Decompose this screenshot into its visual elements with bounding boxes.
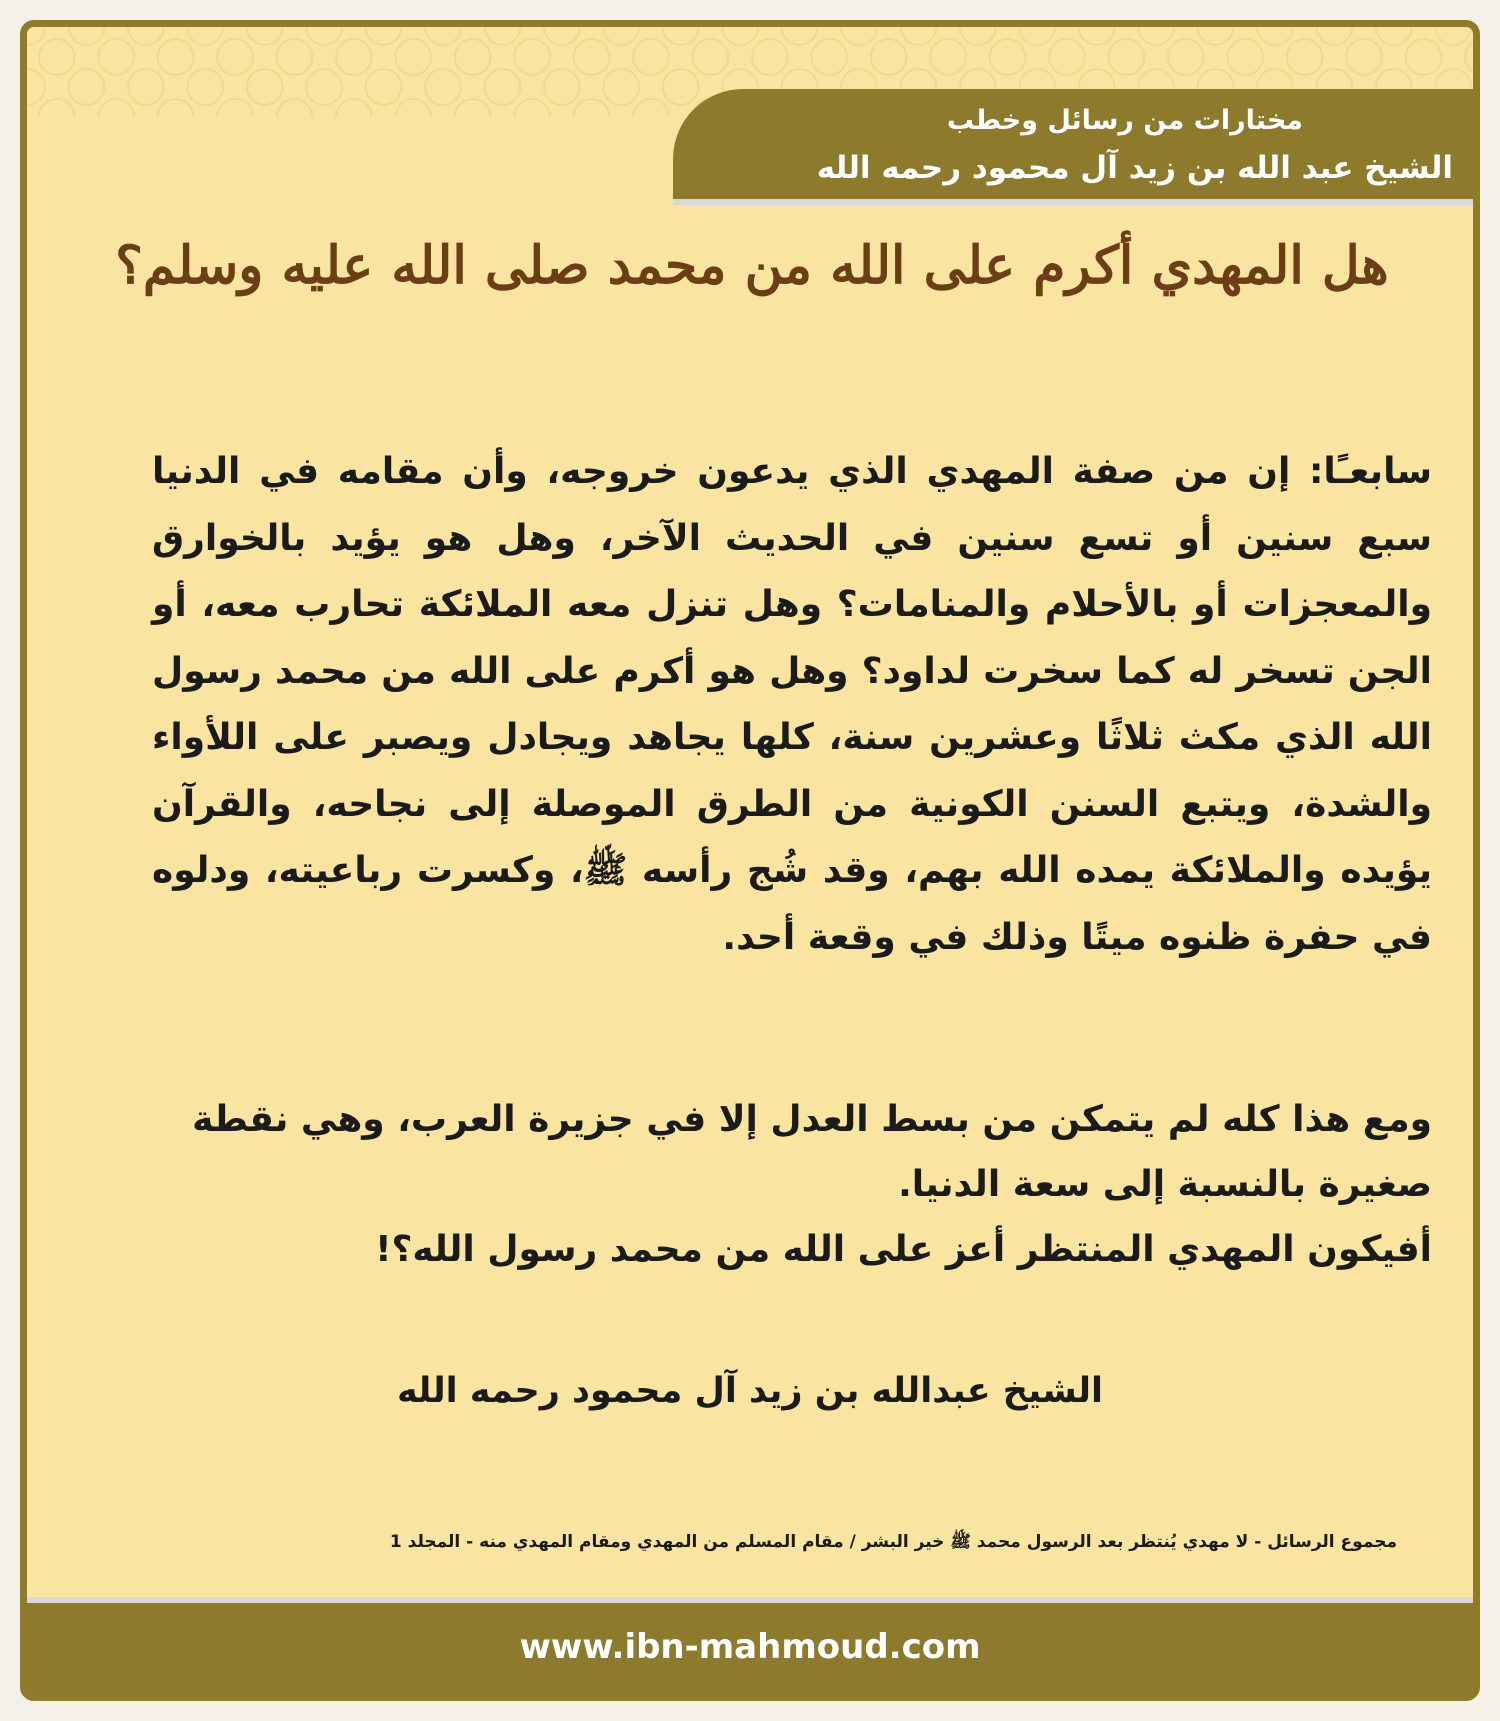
footer-bar	[27, 1603, 1473, 1701]
paragraph-second: ومع هذا كله لم يتمكن من بسط العدل إلا في جزيرة العرب، وهي نقطة صغيرة بالنسبة إلى سعة الدنيا.	[192, 1099, 1432, 1205]
page-title: هل المهدي أكرم على الله من محمد صلى الله عليه وسلم؟	[115, 235, 1389, 296]
header-author: الشيخ عبد الله بن زيد آل محمود رحمه الله	[816, 150, 1453, 186]
signature: الشيخ عبدالله بن زيد آل محمود رحمه الله	[396, 1371, 1104, 1411]
article-card	[20, 20, 1480, 1701]
paragraph-question: أفيكون المهدي المنتظر أعز على الله من محمد رسول الله؟!	[375, 1229, 1432, 1270]
source-citation: مجموع الرسائل - لا مهدي يُنتظر بعد الرسول محمد ﷺ خير البشر / مقام المسلم من المهدي ومقام المهدي منه - المجلد 1	[389, 1532, 1397, 1552]
header-series-title: مختارات من رسائل وخطب	[946, 105, 1303, 136]
website-link[interactable]: www.ibn-mahmoud.com	[519, 1627, 981, 1667]
header-band	[673, 89, 1473, 199]
paragraph-main: سابعـًا: إن من صفة المهدي الذي يدعون خروجه، وأن مقامه في الدنيا سبع سنين أو تسع سنين في الحديث الآخر، وهل هو يؤيد بالخوارق والمعجزات أو بالأحلام والمنامات؟ وهل تنزل معه الملائكة تحارب معه، أو الجن تسخر له كما سخرت لداود؟ وهل هو أكرم على الله من محمد رسول الله الذي مكث ثلاثًا وعشرين سنة، كلها يجاهد ويجادل ويصبر على اللأواء والشدة، ويتبع السنن الكونية من الطرق الموصلة إلى نجاحه، والقرآن يؤيده والملائكة يمده الله بهم، وقد شُج رأسه ﷺ، وكسرت رباعيته، ودلوه في حفرة ظنوه ميتًا وذلك في وقعة أحد.	[152, 451, 1432, 958]
paragraph-group	[152, 1087, 1432, 1282]
